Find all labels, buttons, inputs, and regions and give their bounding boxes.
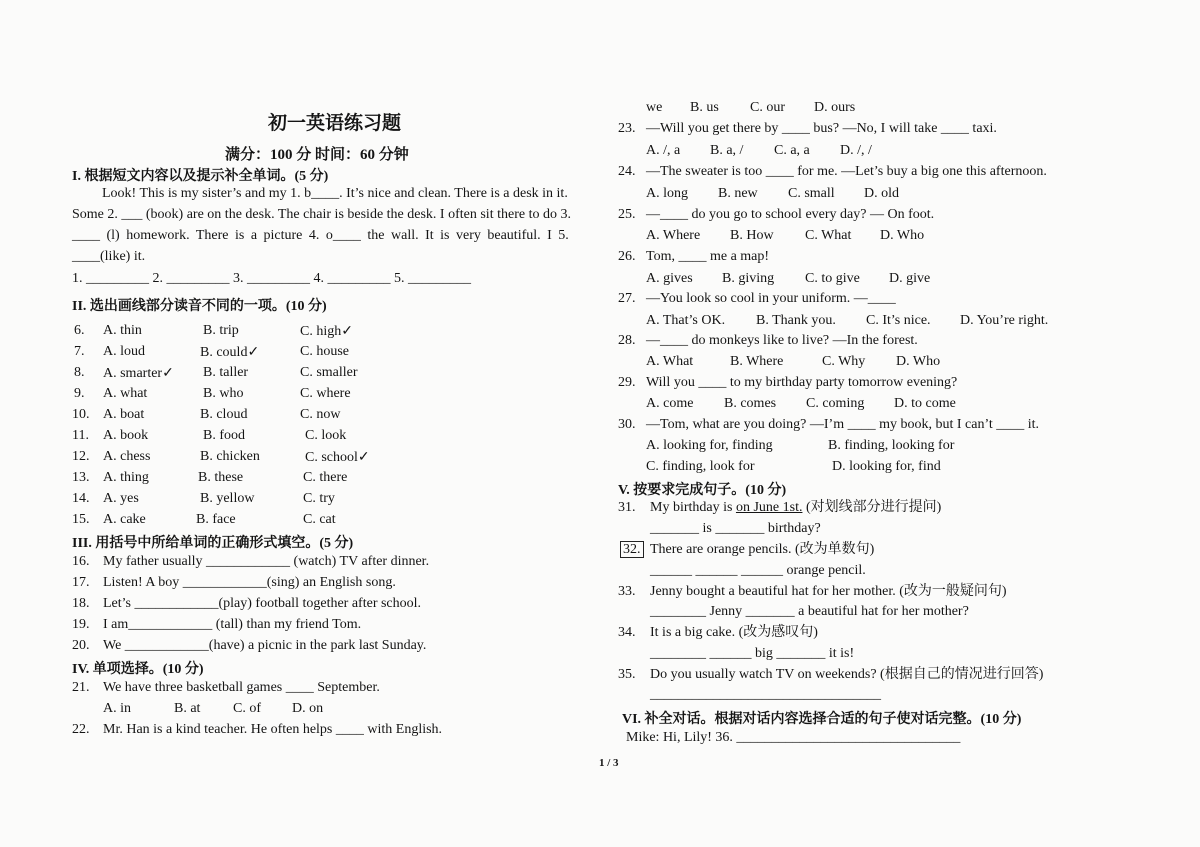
option-c: C. our: [750, 100, 785, 115]
answer-line: _______ is _______ birthday?: [650, 521, 821, 536]
option-b: B. these: [198, 470, 244, 485]
option-b: B. yellow: [200, 491, 255, 506]
section3-heading: III. 用括号中所给单词的正确形式填空。(5 分): [72, 536, 354, 551]
option-c: C. cat: [303, 512, 336, 527]
question-text: —Will you get there by ____ bus? —No, I will take ____ taxi.: [646, 121, 997, 136]
option-d: D. Who: [896, 354, 941, 369]
section5-heading: V. 按要求完成句子。(10 分): [618, 483, 787, 498]
question-number: 35.: [618, 667, 636, 682]
question-text-post: (对划线部分进行提问): [802, 500, 942, 515]
option-c: C. high✓: [300, 324, 353, 339]
option-b: B. trip: [203, 323, 239, 338]
fill-blank-question: My father usually ____________ (watch) TV after dinner.: [103, 554, 430, 569]
question-number: 25.: [618, 207, 636, 222]
question-number: 30.: [618, 417, 636, 432]
option-a: A. boat: [103, 407, 145, 422]
question-number: 10.: [72, 407, 90, 422]
question-number: 32.: [620, 541, 644, 558]
fill-blank-question: I am____________ (tall) than my friend Tom.: [103, 617, 362, 632]
question-text: Will you ____ to my birthday party tomorrow evening?: [646, 375, 958, 390]
question-number: 33.: [618, 584, 636, 599]
option-a: we: [646, 100, 663, 115]
option-a: A. chess: [103, 449, 151, 464]
option-a: A. What: [646, 354, 694, 369]
section1-line: ____(like) it.: [72, 249, 146, 264]
option-c: C. coming: [806, 396, 865, 411]
option-a: A. looking for, finding: [646, 438, 773, 453]
question-number: 15.: [72, 512, 90, 527]
option-a: A. cake: [103, 512, 146, 527]
page-number: 1 / 3: [599, 757, 619, 769]
question-text: It is a big cake. (改为感叹句): [650, 625, 818, 640]
option-a: A. smarter✓: [103, 366, 174, 381]
option-c: C. What: [805, 228, 852, 243]
option-a: A. in: [103, 701, 131, 716]
section4-heading: IV. 单项选择。(10 分): [72, 662, 204, 677]
option-c: C. finding, look for: [646, 459, 755, 474]
option-b: B. taller: [203, 365, 249, 380]
option-b: B. a, /: [710, 143, 744, 158]
section1-line: ____ (l) homework. There is a picture 4. o____ the wall. It is very beautiful. I 5.: [72, 228, 569, 243]
question-number: 20.: [72, 638, 90, 653]
option-d: D. on: [292, 701, 324, 716]
option-d: D. to come: [894, 396, 956, 411]
option-a: A. yes: [103, 491, 139, 506]
question-text: —Tom, what are you doing? —I’m ____ my book, but I can’t ____ it.: [646, 417, 1040, 432]
option-b: B. face: [196, 512, 236, 527]
option-c: C. try: [303, 491, 335, 506]
question-number-boxed: [620, 542, 644, 558]
question-number: 17.: [72, 575, 90, 590]
option-d: D. looking for, find: [832, 459, 941, 474]
option-d: D. Who: [880, 228, 925, 243]
option-d: D. old: [864, 186, 899, 201]
option-b: B. cloud: [200, 407, 248, 422]
dialogue-line: Mike: Hi, Lily! 36. ________________________________: [626, 730, 961, 745]
option-a: A. gives: [646, 271, 693, 286]
option-c: C. It’s nice.: [866, 313, 931, 328]
option-d: D. You’re right.: [960, 313, 1049, 328]
question-number: 19.: [72, 617, 90, 632]
option-b: B. food: [203, 428, 245, 443]
option-a: A. That’s OK.: [646, 313, 726, 328]
option-b: B. new: [718, 186, 758, 201]
option-b: B. How: [730, 228, 774, 243]
section1-line: Look! This is my sister’s and my 1. b____. It’s nice and clean. There is a desk in it.: [102, 186, 568, 201]
option-d: D. give: [889, 271, 931, 286]
question-text: There are orange pencils. (改为单数句): [650, 542, 875, 557]
option-b: B. Where: [730, 354, 784, 369]
option-a: A. long: [646, 186, 688, 201]
question-text-pre: My birthday is: [650, 500, 736, 515]
section6-heading: VI. 补全对话。根据对话内容选择合适的句子使对话完整。(10 分): [622, 712, 1022, 727]
option-b: B. us: [690, 100, 719, 115]
question-number: 26.: [618, 249, 636, 264]
option-c: C. look: [305, 428, 347, 443]
option-a: A. thing: [103, 470, 149, 485]
option-a: A. book: [103, 428, 149, 443]
question-number: 13.: [72, 470, 90, 485]
question-text: Tom, ____ me a map!: [646, 249, 770, 264]
option-a: A. Where: [646, 228, 701, 243]
section1-answer-blanks: 1. _________ 2. _________ 3. _________ 4. _________ 5. _________: [72, 271, 471, 286]
question-number: 22.: [72, 722, 90, 737]
question-number: 21.: [72, 680, 90, 695]
underlined-phrase: on June 1st.: [735, 500, 803, 515]
fill-blank-question: Let’s ____________(play) football together after school.: [103, 596, 422, 611]
fill-blank-question: Listen! A boy ____________(sing) an English song.: [103, 575, 396, 590]
section2-heading: II. 选出画线部分读音不同的一项。(10 分): [72, 299, 327, 314]
question-number: 24.: [618, 164, 636, 179]
question-number: 31.: [618, 500, 636, 515]
option-c: C. of: [233, 701, 261, 716]
question-text: —You look so cool in your uniform. —____: [646, 291, 896, 306]
question-text: Jenny bought a beautiful hat for her mother. (改为一般疑问句): [650, 584, 1007, 599]
option-c: C. there: [303, 470, 348, 485]
fill-blank-question: We ____________(have) a picnic in the park last Sunday.: [103, 638, 427, 653]
option-c: C. where: [300, 386, 351, 401]
option-d: D. ours: [814, 100, 856, 115]
question-text: —The sweater is too ____ for me. —Let’s buy a big one this afternoon.: [646, 164, 1047, 179]
option-b: B. chicken: [200, 449, 260, 464]
option-c: C. small: [788, 186, 835, 201]
exam-subtitle: 满分：100 分 时间：60 分钟: [225, 147, 409, 163]
question-number: 16.: [72, 554, 90, 569]
question-text: Mr. Han is a kind teacher. He often helps ____ with English.: [103, 722, 443, 737]
option-c: C. Why: [822, 354, 866, 369]
question-number: 28.: [618, 333, 636, 348]
question-number: 7.: [74, 344, 85, 359]
option-d: D. /, /: [840, 143, 872, 158]
question-number: 12.: [72, 449, 90, 464]
option-b: B. Thank you.: [756, 313, 836, 328]
question-number: 27.: [618, 291, 636, 306]
option-b: B. at: [174, 701, 201, 716]
question-text: —____ do monkeys like to live? —In the forest.: [646, 333, 918, 348]
option-b: B. comes: [724, 396, 777, 411]
option-a: A. /, a: [646, 143, 681, 158]
option-c: C. smaller: [300, 365, 358, 380]
option-b: B. who: [203, 386, 244, 401]
exam-title: 初一英语练习题: [268, 113, 402, 134]
answer-line: ________ Jenny _______ a beautiful hat for her mother?: [650, 604, 969, 619]
answer-line: ________ ______ big _______ it is!: [650, 646, 855, 661]
option-a: A. come: [646, 396, 694, 411]
option-a: A. thin: [103, 323, 142, 338]
question-text: —____ do you go to school every day? — On foot.: [646, 207, 935, 222]
answer-line: _________________________________: [650, 687, 881, 702]
option-a: A. what: [103, 386, 148, 401]
section1-heading: I. 根据短文内容以及提示补全单词。(5 分): [72, 169, 329, 184]
option-b: B. could✓: [200, 345, 260, 360]
option-b: B. finding, looking for: [828, 438, 955, 453]
option-c: C. now: [300, 407, 341, 422]
question-number: 11.: [72, 428, 89, 443]
option-a: A. loud: [103, 344, 145, 359]
question-text: [650, 500, 941, 516]
section1-line: Some 2. ___ (book) are on the desk. The chair is beside the desk. I often sit there to do 3.: [72, 207, 571, 222]
option-c: C. a, a: [774, 143, 810, 158]
question-number: 6.: [74, 323, 85, 338]
question-number: 14.: [72, 491, 90, 506]
question-number: 23.: [618, 121, 636, 136]
question-number: 18.: [72, 596, 90, 611]
option-c: C. to give: [805, 271, 860, 286]
question-number: 29.: [618, 375, 636, 390]
question-text: We have three basketball games ____ September.: [103, 680, 380, 695]
question-number: 9.: [74, 386, 85, 401]
question-text: Do you usually watch TV on weekends? (根据自己的情况进行回答): [650, 667, 1044, 682]
question-number: 8.: [74, 365, 85, 380]
option-c: C. house: [300, 344, 349, 359]
answer-line: ______ ______ ______ orange pencil.: [650, 563, 866, 578]
option-b: B. giving: [722, 271, 775, 286]
question-number: 34.: [618, 625, 636, 640]
option-c: C. school✓: [305, 450, 370, 465]
